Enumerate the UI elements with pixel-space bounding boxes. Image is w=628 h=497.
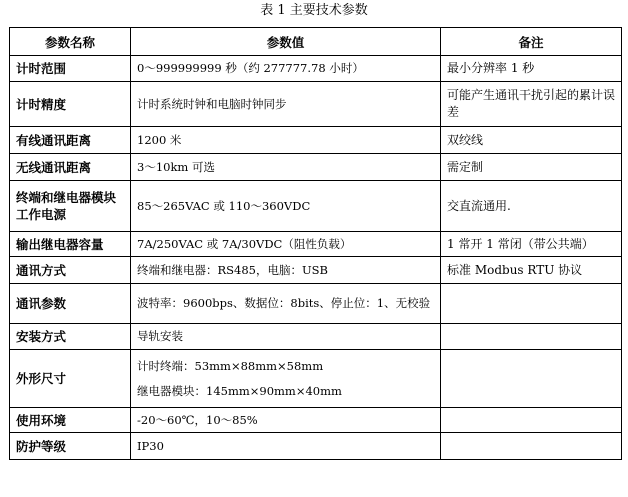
table-row <box>10 127 622 154</box>
row-note-dimensions <box>441 350 622 408</box>
row-value-dimensions <box>131 350 441 408</box>
table-row <box>10 82 622 127</box>
row-note-timing-accuracy: 可能产生通讯干扰引起的累计误差 <box>441 82 622 127</box>
row-note-timing-range: 最小分辨率 1 秒 <box>441 56 622 82</box>
header-note: 备注 <box>441 28 622 56</box>
header-row <box>10 28 622 56</box>
row-note-relay-capacity: 1 常开 1 常闭（带公共端） <box>441 232 622 257</box>
row-name-environment: 使用环境 <box>10 408 131 433</box>
row-note-installation <box>441 324 622 350</box>
row-name-dimensions: 外形尺寸 <box>10 350 131 408</box>
row-value-wired-distance: 1200 米 <box>131 127 441 154</box>
row-value-comm-params: 波特率：9600bps、数据位：8bits、停止位：1、无校验 <box>131 284 441 324</box>
row-value-environment: -20～60℃，10～85% <box>131 408 441 433</box>
spec-table <box>9 27 622 460</box>
row-value-protection: IP30 <box>131 433 441 460</box>
table-row <box>10 433 622 460</box>
table-row <box>10 257 622 284</box>
table-row <box>10 324 622 350</box>
table-row <box>10 181 622 232</box>
row-value-wireless-distance: 3～10km 可选 <box>131 154 441 181</box>
row-name-relay-capacity: 输出继电器容量 <box>10 232 131 257</box>
row-note-power-supply: 交直流通用. <box>441 181 622 232</box>
row-name-comm-method: 通讯方式 <box>10 257 131 284</box>
row-note-comm-method: 标准 Modbus RTU 协议 <box>441 257 622 284</box>
row-value-timing-accuracy: 计时系统时钟和电脑时钟同步 <box>131 82 441 127</box>
row-name-wired-distance: 有线通讯距离 <box>10 127 131 154</box>
row-value-comm-method: 终端和继电器：RS485，电脑：USB <box>131 257 441 284</box>
table-row <box>10 284 622 324</box>
row-name-wireless-distance: 无线通讯距离 <box>10 154 131 181</box>
row-name-timing-range: 计时范围 <box>10 56 131 82</box>
row-note-environment <box>441 408 622 433</box>
table-row <box>10 232 622 257</box>
row-value-relay-capacity: 7A/250VAC 或 7A/30VDC（阻性负载） <box>131 232 441 257</box>
dimension-terminal: 计时终端：53mm×88mm×58mm <box>137 358 324 373</box>
row-name-power-supply: 终端和继电器模块工作电源 <box>10 181 131 232</box>
row-value-timing-range: 0～999999999 秒（约 277777.78 小时） <box>131 56 441 82</box>
row-note-protection <box>441 433 622 460</box>
row-note-comm-params <box>441 284 622 324</box>
table-row <box>10 408 622 433</box>
row-value-installation: 导轨安装 <box>131 324 441 350</box>
table-row <box>10 154 622 181</box>
row-name-timing-accuracy: 计时精度 <box>10 82 131 127</box>
row-note-wired-distance: 双绞线 <box>441 127 622 154</box>
row-name-installation: 安装方式 <box>10 324 131 350</box>
dimension-relay-module: 继电器模块：145mm×90mm×40mm <box>137 383 342 398</box>
header-param-name: 参数名称 <box>10 28 131 56</box>
table-caption: 表 1 主要技术参数 <box>260 3 368 18</box>
row-note-wireless-distance: 需定制 <box>441 154 622 181</box>
table-row <box>10 350 622 408</box>
row-name-protection: 防护等级 <box>10 433 131 460</box>
row-name-comm-params: 通讯参数 <box>10 284 131 324</box>
table-row <box>10 56 622 82</box>
row-value-power-supply: 85～265VAC 或 110～360VDC <box>131 181 441 232</box>
header-param-value: 参数值 <box>131 28 441 56</box>
